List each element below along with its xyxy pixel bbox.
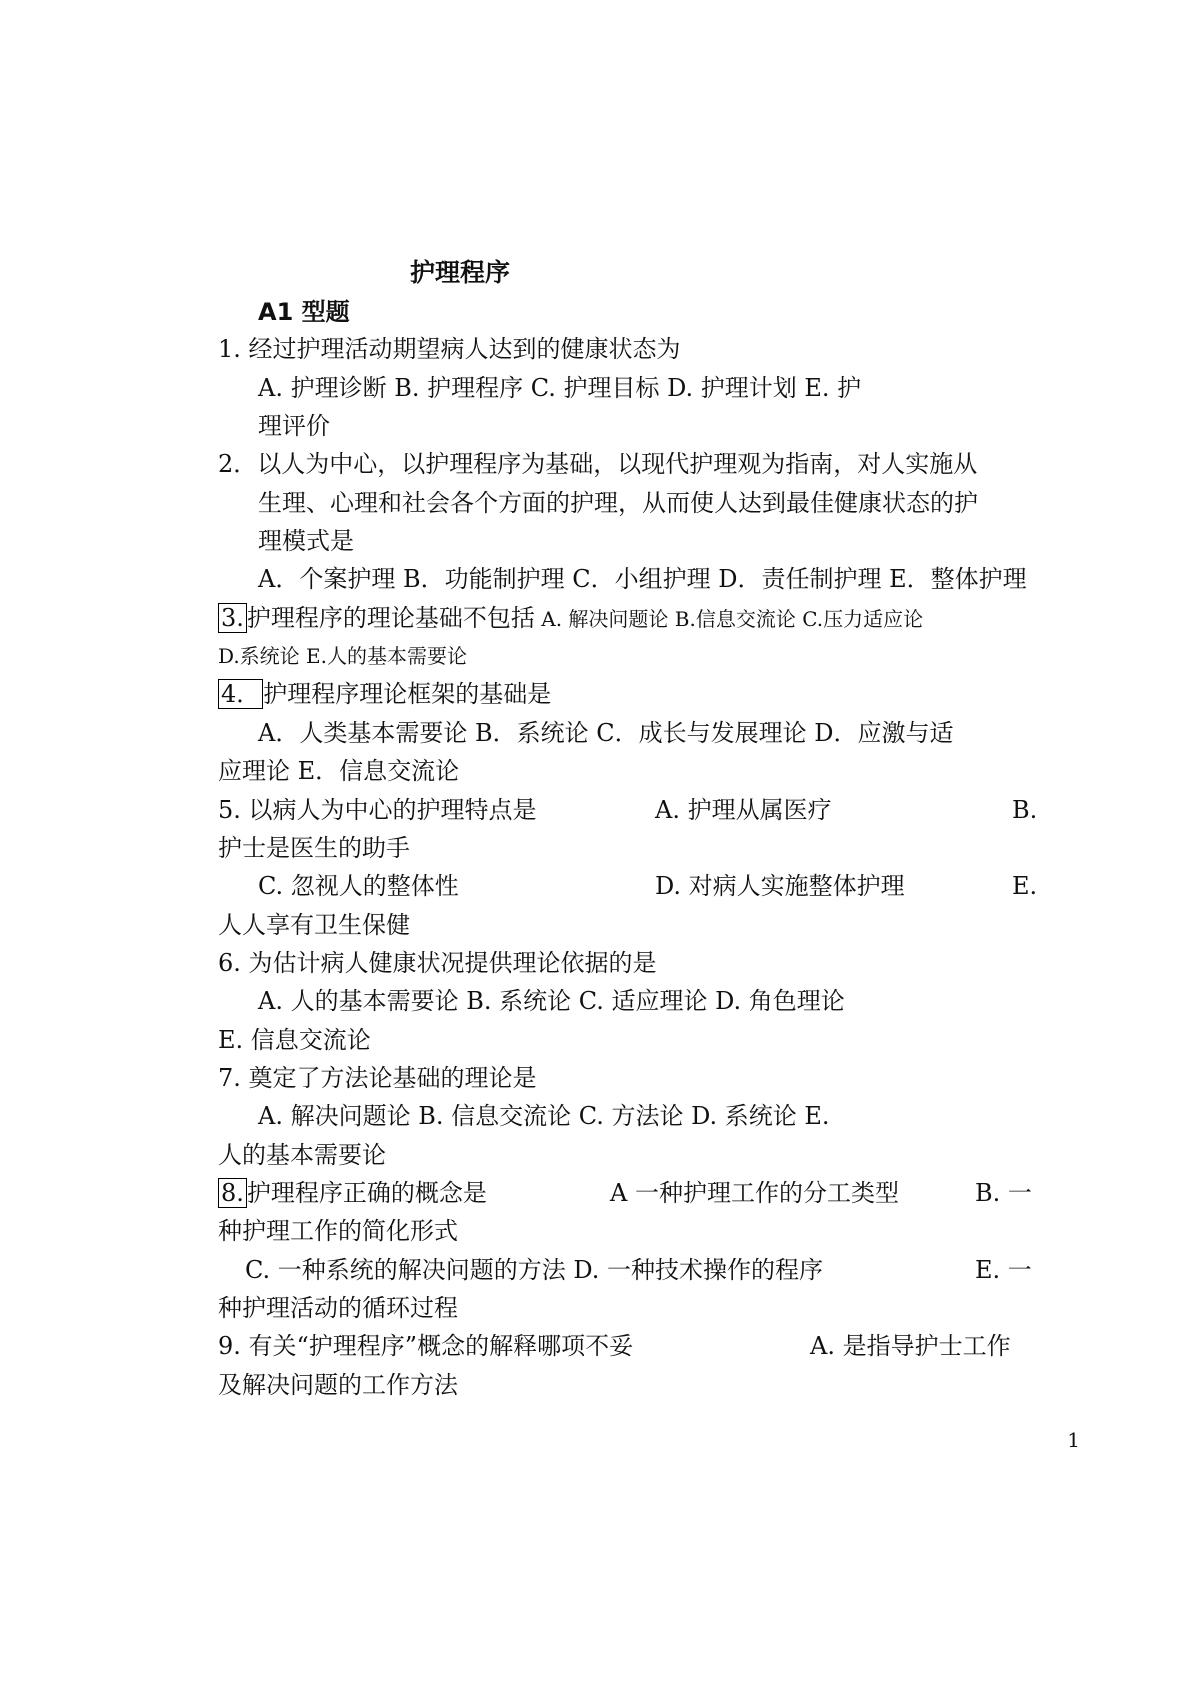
- document-title: 护理程序: [410, 258, 511, 287]
- question-8-option-cd: C. 一种系统的解决问题的方法 D. 一种技术操作的程序: [245, 1256, 824, 1284]
- question-2-cont: 生理、心理和社会各个方面的护理，从而使人达到最佳健康状态的护: [258, 489, 978, 517]
- question-7-options-cont: 人的基本需要论: [218, 1141, 386, 1169]
- question-4-text: 护理程序理论框架的基础是: [263, 680, 552, 708]
- question-1-options-cont: 理评价: [258, 412, 330, 440]
- question-4-number: 4．: [218, 679, 263, 709]
- question-5-option-b-label: B.: [1012, 796, 1038, 824]
- question-5-option-b: 护士是医生的助手: [218, 834, 410, 862]
- question-5-option-c: C. 忽视人的整体性: [258, 872, 459, 900]
- question-8-option-b: 种护理工作的简化形式: [218, 1217, 458, 1245]
- question-3-number: 3.: [218, 603, 247, 633]
- question-9-option-a-cont: 及解决问题的工作方法: [218, 1371, 458, 1399]
- question-8-number: 8.: [218, 1178, 247, 1208]
- question-6: 6. 为估计病人健康状况提供理论依据的是: [218, 949, 657, 977]
- question-1-options: A. 护理诊断 B. 护理程序 C. 护理目标 D. 护理计划 E. 护: [258, 374, 862, 402]
- question-1: 1. 经过护理活动期望病人达到的健康状态为: [218, 335, 681, 363]
- question-4: [218, 678, 551, 710]
- question-4-options-cont: 应理论 E．信息交流论: [218, 757, 460, 785]
- page-number: 1: [1067, 1428, 1080, 1452]
- question-9: 9. 有关“护理程序”概念的解释哪项不妥: [218, 1332, 634, 1360]
- question-5-option-a: A. 护理从属医疗: [655, 796, 832, 824]
- question-8-text: 护理程序正确的概念是: [246, 1179, 487, 1207]
- question-3-options: A. 解决问题论 B.信息交流论 C.压力适应论: [534, 607, 924, 631]
- question-3: [218, 602, 923, 635]
- question-5-option-d: D. 对病人实施整体护理: [655, 872, 905, 900]
- question-6-options-cont: E. 信息交流论: [218, 1026, 371, 1054]
- question-5: 5. 以病人为中心的护理特点是: [218, 796, 537, 824]
- question-2-options: A．个案护理 B．功能制护理 C．小组护理 D．责任制护理 E．整体护理: [258, 565, 1027, 593]
- question-8-option-b-label: B. 一: [975, 1179, 1032, 1207]
- question-4-options: A．人类基本需要论 B．系统论 C．成长与发展理论 D．应激与适: [258, 719, 954, 747]
- question-8-option-a: A 一种护理工作的分工类型: [610, 1179, 899, 1207]
- question-5-option-e-label: E.: [1012, 872, 1038, 900]
- question-8-option-e: 种护理活动的循环过程: [218, 1294, 458, 1322]
- question-6-options: A. 人的基本需要论 B. 系统论 C. 适应理论 D. 角色理论: [258, 987, 845, 1015]
- question-3-options-cont: D.系统论 E.人的基本需要论: [218, 644, 467, 668]
- question-2: 2．以人为中心，以护理程序为基础，以现代护理观为指南，对人实施从: [218, 450, 978, 478]
- question-8: [218, 1177, 487, 1209]
- section-heading: A1 型题: [258, 298, 350, 326]
- question-8-option-e-label: E. 一: [975, 1256, 1032, 1284]
- question-7: 7. 奠定了方法论基础的理论是: [218, 1064, 537, 1092]
- question-2-cont2: 理模式是: [258, 527, 354, 555]
- question-9-option-a: A. 是指导护士工作: [810, 1332, 1011, 1360]
- question-7-options: A. 解决问题论 B. 信息交流论 C. 方法论 D. 系统论 E.: [258, 1102, 830, 1130]
- question-3-text: 护理程序的理论基础不包括: [246, 604, 535, 632]
- question-5-option-e: 人人享有卫生保健: [218, 911, 410, 939]
